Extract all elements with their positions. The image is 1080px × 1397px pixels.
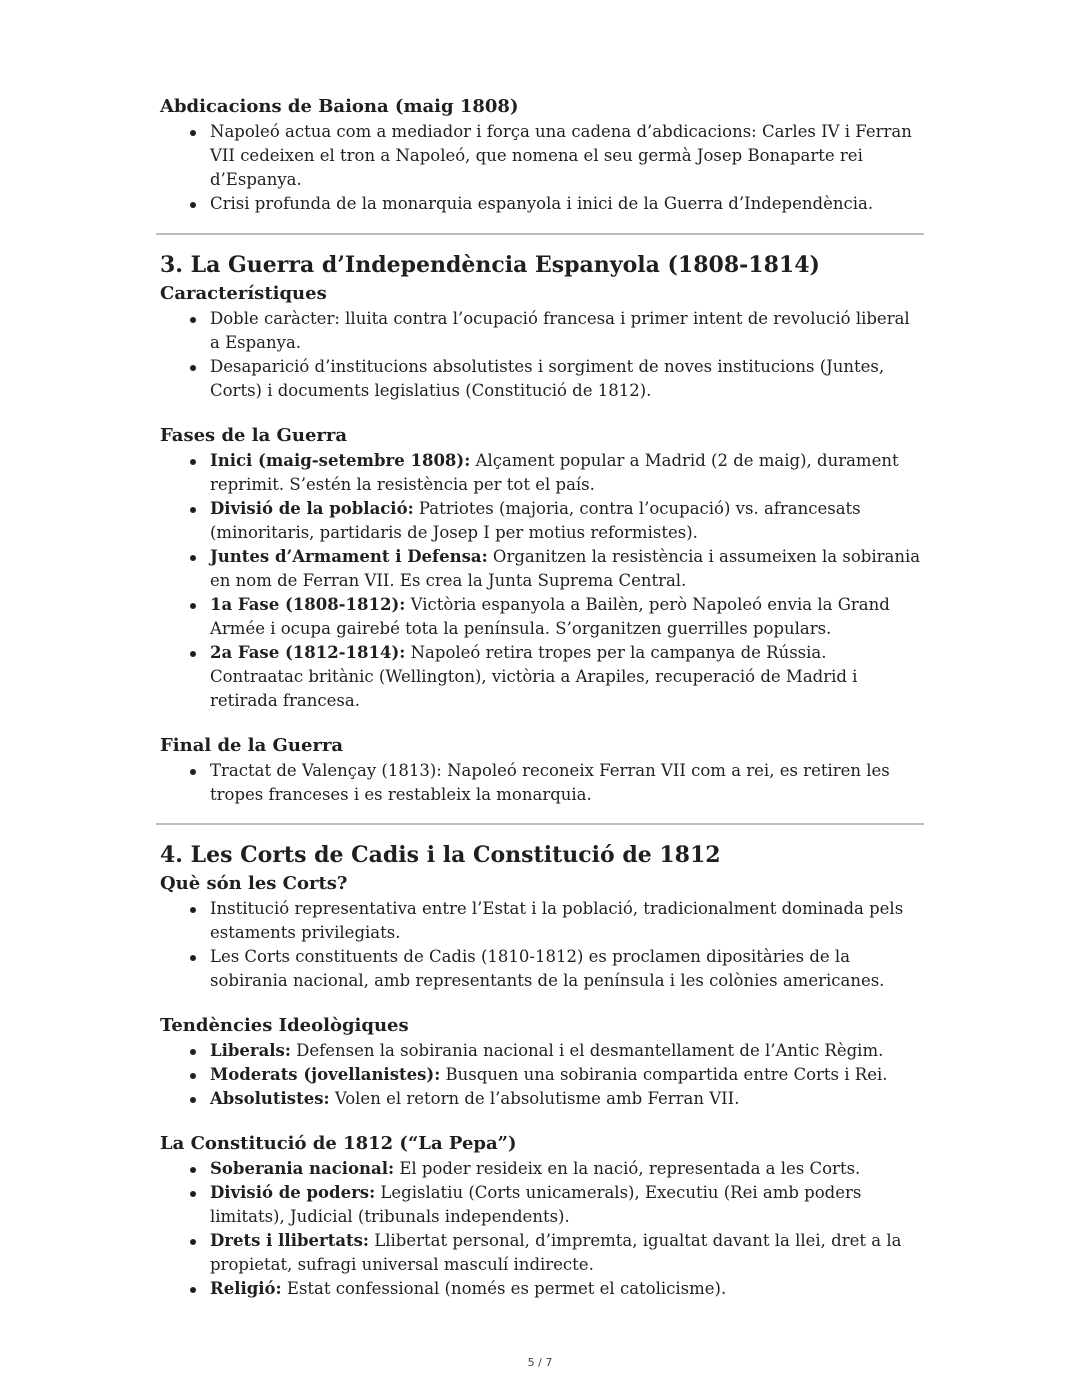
list-item-text: Patriotes (majoria, contra l’ocupació) vs. afrancesats (minoritaris, partidaris de Josep I per motius reformistes). [210,499,861,542]
list-item-text: Napoleó actua com a mediador i força una cadena d’abdicacions: Carles IV i Ferran VII cedeixen el tron a Napoleó, que nomena el seu germà Josep Bonaparte rei d’Espanya. [210,122,912,189]
list-item [210,449,924,497]
list-item-term: Drets i llibertats: [210,1231,370,1250]
list-item [210,497,924,545]
list-item-term: 2a Fase (1812-1814): [210,643,406,662]
list-item [210,120,924,192]
heading-tendencies: Tendències Ideològiques [160,1015,409,1036]
list-item-term: Absolutistes: [210,1089,330,1108]
list-item-term: Divisió de la població: [210,499,414,518]
list-item-text: Volen el retorn de l’absolutisme amb Ferran VII. [329,1089,740,1108]
section-3-title: 3. La Guerra d’Independència Espanyola (1808-1814) [160,252,820,278]
heading-final: Final de la Guerra [160,735,344,756]
list-item-text: Busquen una sobirania compartida entre Corts i Rei. [440,1065,888,1084]
list-item-text: Tractat de Valençay (1813): Napoleó reconeix Ferran VII com a rei, es retiren les tropes franceses i es restableix la monarquia. [210,761,890,804]
list-item [210,1277,924,1301]
page-indicator: 5 / 7 [527,1356,553,1369]
list-item [210,307,924,355]
list-item [210,593,924,641]
list-item [210,641,924,713]
list-item-text: Les Corts constituents de Cadis (1810-1812) es proclamen dipositàries de la sobirania nacional, amb representants de la península i les colònies americanes. [210,947,885,990]
list-item-text: Llibertat personal, d’impremta, igualtat davant la llei, dret a la propietat, sufragi universal masculí indirecte. [210,1231,902,1274]
list-fases [160,449,924,713]
list-corts [160,897,924,993]
list-item [210,545,924,593]
list-item-text: Defensen la sobirania nacional i el desmantellament de l’Antic Règim. [290,1041,884,1060]
list-item-term: 1a Fase (1808-1812): [210,595,406,614]
list-tendencies [160,1039,924,1111]
list-item-text: Napoleó retira tropes per la campanya de Rússia. Contraatac britànic (Wellington), victòria a Arapiles, recuperació de Madrid i retirada francesa. [210,643,858,710]
list-item-text: Doble caràcter: lluita contra l’ocupació francesa i primer intent de revolució liberal a Espanya. [210,309,910,352]
heading-constitucio: La Constitució de 1812 (“La Pepa”) [160,1133,517,1154]
list-item [210,1229,924,1277]
list-item-text: Legislatiu (Corts unicamerals), Executiu (Rei amb poders limitats), Judicial (tribunals independents). [210,1183,862,1226]
list-item [210,355,924,403]
list-item-term: Soberania nacional: [210,1159,395,1178]
list-item [210,759,924,807]
heading-fases: Fases de la Guerra [160,425,348,446]
list-item-term: Divisió de poders: [210,1183,376,1202]
list-item [210,945,924,993]
list-item [210,1157,924,1181]
list-constitucio [160,1157,924,1301]
list-item-text: Alçament popular a Madrid (2 de maig), durament reprimit. S’estén la resistència per tot el país. [210,451,899,494]
list-item-term: Religió: [210,1279,282,1298]
heading-abdicacions: Abdicacions de Baiona (maig 1808) [160,96,519,117]
list-item [210,1063,924,1087]
heading-corts: Què són les Corts? [160,873,348,894]
list-abdicacions [160,120,924,216]
list-item-text: Organitzen la resistència i assumeixen la sobirania en nom de Ferran VII. Es crea la Junta Suprema Central. [210,547,921,590]
list-item-term: Moderats (jovellanistes): [210,1065,441,1084]
list-item-text: Victòria espanyola a Bailèn, però Napoleó envia la Grand Armée i ocupa gairebé tota la península. S’organitzen guerrilles populars. [210,595,890,638]
list-item [210,1181,924,1229]
list-item [210,192,924,216]
list-item [210,1039,924,1063]
list-item-term: Juntes d’Armament i Defensa: [210,547,488,566]
list-item-text: Estat confessional (només es permet el catolicisme). [281,1279,727,1298]
document-page [160,94,924,1301]
list-item-text: Desaparició d’institucions absolutistes i sorgiment de noves institucions (Juntes, Corts) i documents legislatius (Constitució de 1812). [210,357,885,400]
list-item [210,897,924,945]
list-item-text: Institució representativa entre l’Estat i la població, tradicionalment dominada pels estaments privilegiats. [210,899,904,942]
list-item-text: El poder resideix en la nació, representada a les Corts. [394,1159,861,1178]
list-final [160,759,924,807]
section-4-title: 4. Les Corts de Cadis i la Constitució de 1812 [160,842,721,868]
list-item [210,1087,924,1111]
list-item-text: Crisi profunda de la monarquia espanyola i inici de la Guerra d’Independència. [210,194,874,213]
list-item-term: Inici (maig-setembre 1808): [210,451,471,470]
heading-caracteristiques: Característiques [160,283,327,304]
list-item-term: Liberals: [210,1041,291,1060]
list-caracteristiques [160,307,924,403]
